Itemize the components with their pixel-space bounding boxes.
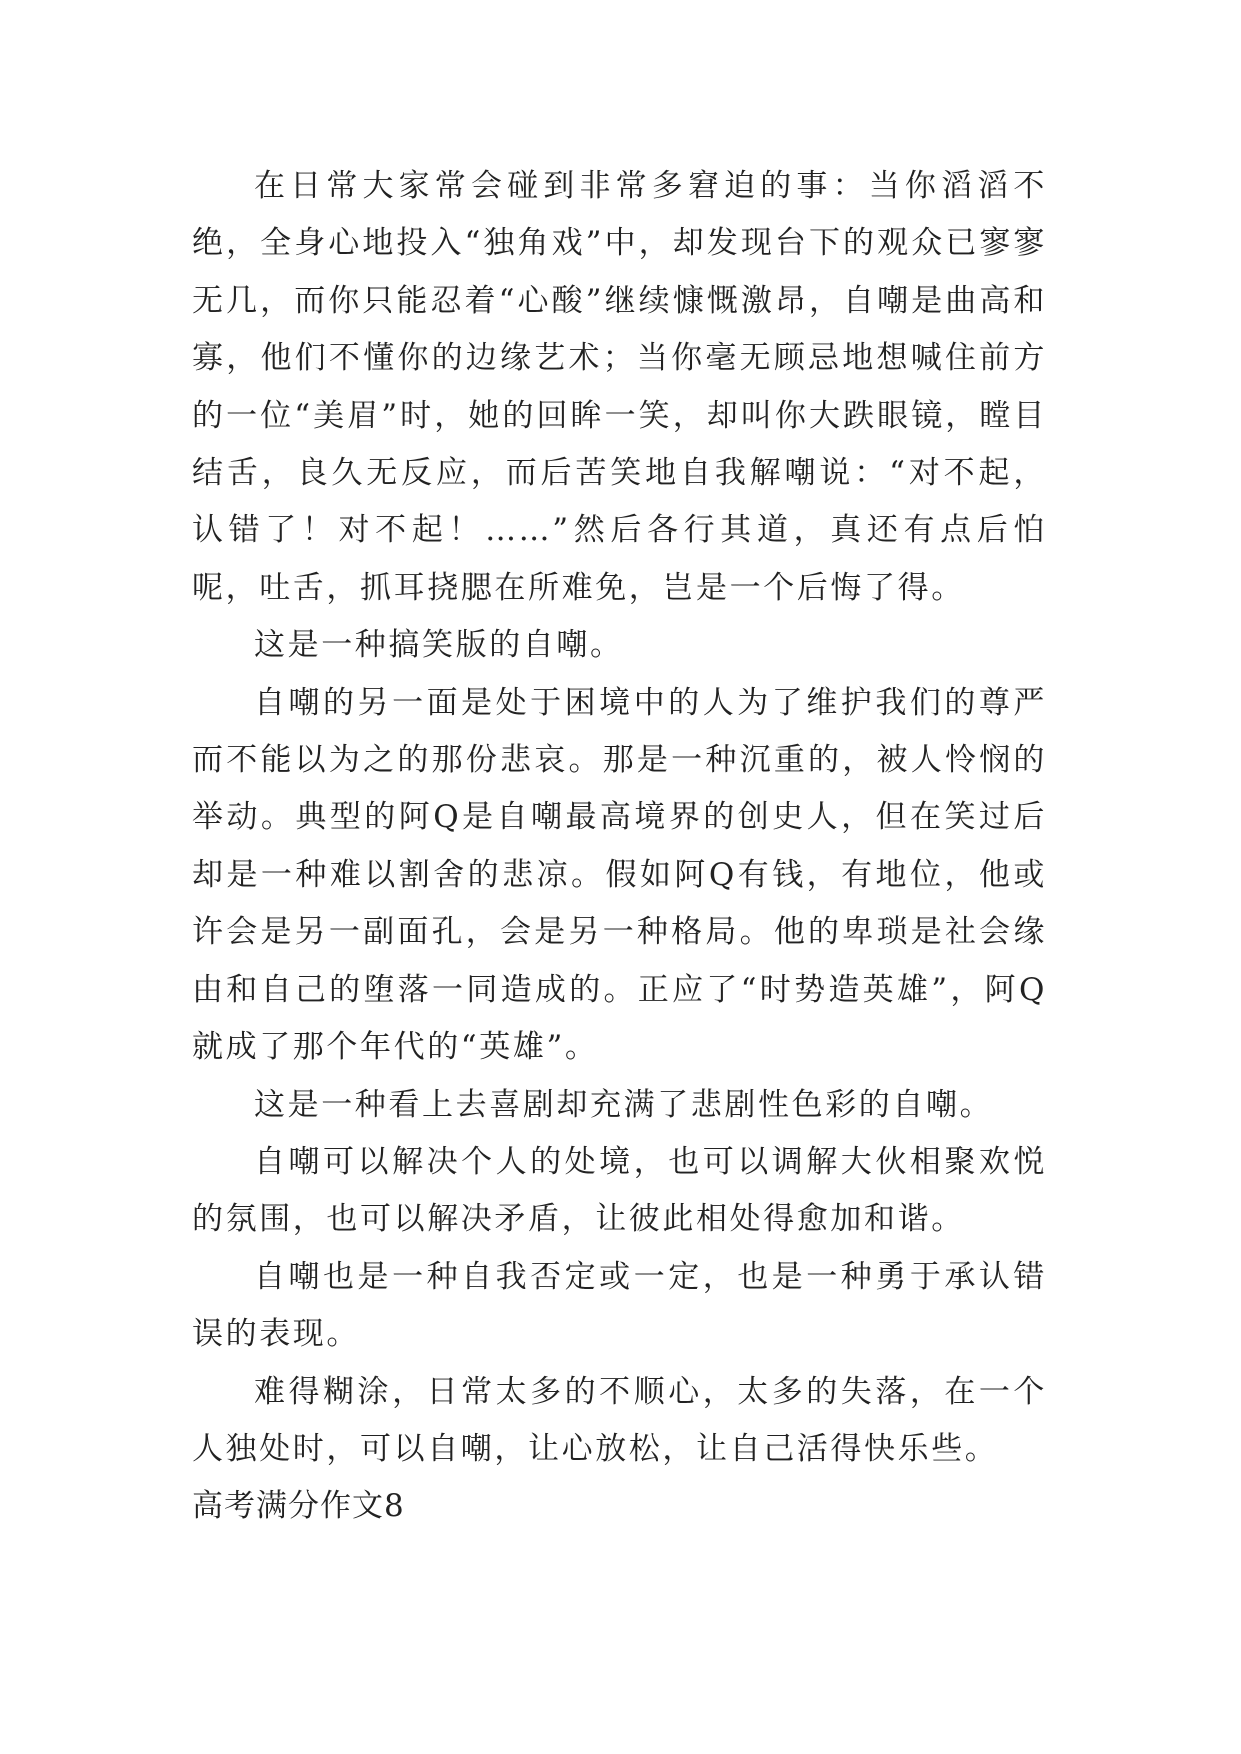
paragraph: 在日常大家常会碰到非常多窘迫的事：当你滔滔不绝，全身心地投入“独角戏”中，却发现台下的观众已寥寥无几，而你只能忍着“心酸”继续慷慨激昂，自嘲是曲高和寡，他们不懂你的边缘艺术；当你毫无顾忌地想喊住前方的一位“美眉”时，她的回眸一笑，却叫你大跌眼镜，瞠目结舌，良久无反应，而后苦笑地自我解嘲说：“对不起，认错了！对不起！……”然后各行其道，真还有点后怕呢，吐舌，抓耳挠腮在所难免，岂是一个后悔了得。 [192,168,1047,606]
paragraph: 难得糊涂，日常太多的不顺心，太多的失落，在一个人独处时，可以自嘲，让心放松，让自己活得快乐些。 [192,1373,1047,1467]
paragraph: 这是一种看上去喜剧却充满了悲剧性色彩的自嘲。 [254,1086,994,1123]
paragraph: 自嘲的另一面是处于困境中的人为了维护我们的尊严而不能以为之的那份悲哀。那是一种沉重的，被人怜悯的举动。典型的阿Q是自嘲最高境界的创史人，但在笑过后却是一种难以割舍的悲凉。假如阿Q有钱，有地位，他或许会是另一副面孔，会是另一种格局。他的卑琐是社会缘由和自己的堕落一同造成的。正应了“时势造英雄”，阿Q就成了那个年代的“英雄”。 [192,684,1047,1066]
paragraph: 自嘲可以解决个人的处境，也可以调解大伙相聚欢悦的氛围，也可以解决矛盾，让彼此相处得愈加和谐。 [192,1143,1047,1238]
essay-body [192,158,1047,1536]
section-heading: 高考满分作文8 [192,1488,405,1525]
paragraph: 这是一种搞笑版的自嘲。 [254,627,624,664]
paragraph: 自嘲也是一种自我否定或一定，也是一种勇于承认错误的表现。 [192,1258,1047,1353]
